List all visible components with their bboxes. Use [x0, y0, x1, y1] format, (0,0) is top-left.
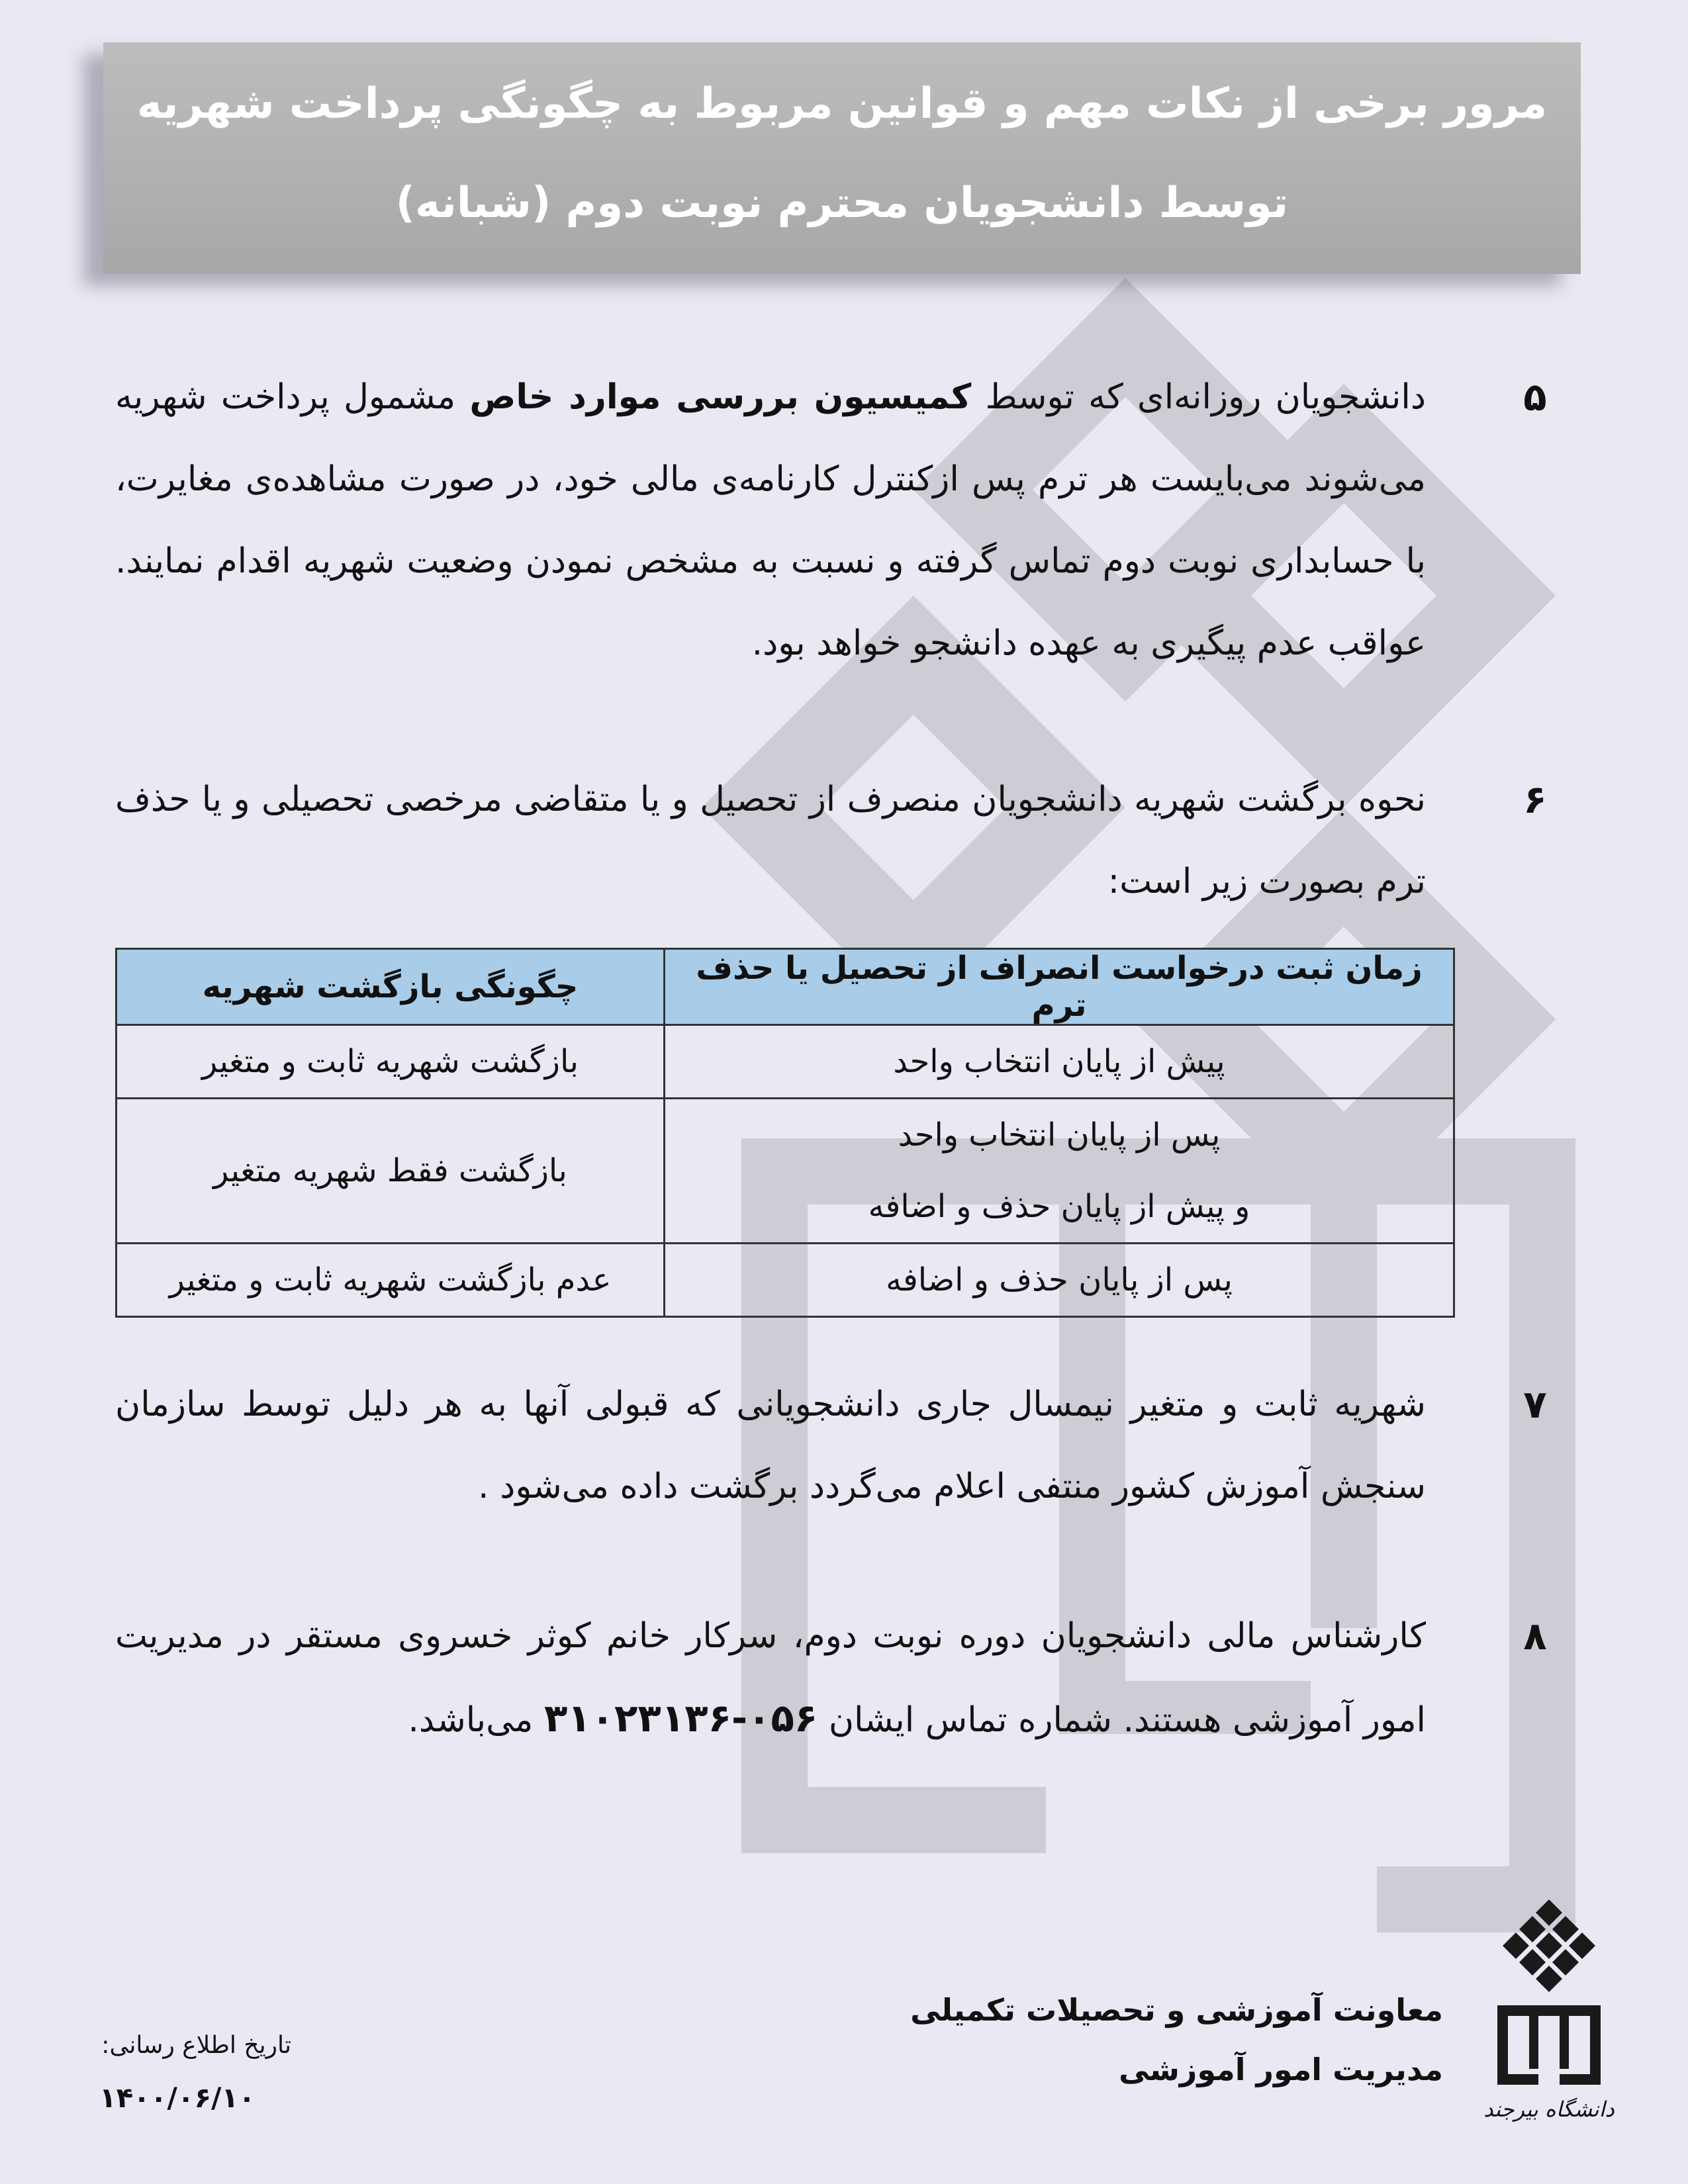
list-item-7 [115, 1363, 1571, 1535]
item-text: دانشجویان روزانه‌ای که توسط کمیسیون بررسی موارد خاص مشمول پرداخت شهریه می‌شوند می‌بایست هر ترم پس ازکنترل کارنامه‌ی مالی خود، در صورت مشاهده‌ی مغایرت، با حسابداری نوبت دوم تماس گرفته و نسبت به مشخص نمودن وضعیت شهریه اقدام نمایند. عواقب عدم پیگیری به عهده دانشجو خواهد بود. [115, 377, 1427, 663]
notice-date-label: تاریخ اطلاع رسانی: [101, 2032, 291, 2059]
university-logo-icon [1489, 1893, 1609, 2131]
column-header-time: زمان ثبت درخواست انصراف از تحصیل یا حذف ترم [665, 949, 1454, 1025]
list-item-6 [115, 758, 1571, 931]
logo-caption: دانشگاه بیرجند [1483, 2097, 1615, 2122]
column-header-refund: چگونگی بازگشت شهریه [117, 949, 665, 1025]
table-row [117, 1244, 1454, 1317]
title-line-1: مرور برخی از نکات مهم و قوانین مربوط به چگونگی پرداخت شهریه [136, 79, 1548, 128]
item-number: ۵ [1523, 375, 1547, 420]
refund-table [115, 948, 1455, 1318]
table-cell-refund: بازگشت شهریه ثابت و متغیر [117, 1025, 665, 1099]
table-cell-refund: عدم بازگشت شهریه ثابت و متغیر [117, 1244, 665, 1317]
table-header-row [117, 949, 1454, 1025]
item-text: شهریه ثابت و متغیر نیمسال جاری دانشجویانی که قبولی آنها به هر دلیل توسط سازمان سنجش آموزش کشور منتفی اعلام می‌گردد برگشت داده می‌شود . [115, 1385, 1426, 1506]
item-text: نحوه برگشت شهریه دانشجویان منصرف از تحصیل و یا متقاضی مرخصی تحصیلی و یا حذف ترم بصورت زیر است: [115, 780, 1426, 901]
list-item-5 [115, 356, 1571, 687]
notice-date: ۱۴۰۰/۰۶/۱۰ [99, 2081, 256, 2114]
item-number: ۷ [1523, 1382, 1547, 1427]
item-text: کارشناس مالی دانشجویان دوره نوبت دوم، سرکار خانم کوثر خسروی مستقر در مدیریت امور آموزشی هستند. شماره تماس ایشان ۰۵۶-۳۱۰۲۳۱۳۶ می‌باشد. [115, 1616, 1426, 1741]
commission-name: کمیسیون بررسی موارد خاص [469, 377, 972, 417]
table-row [117, 1099, 1454, 1244]
title-line-2: توسط دانشجویان محترم نوبت دوم (شبانه) [395, 179, 1289, 228]
table-cell-time: پس از پایان حذف و اضافه [665, 1244, 1454, 1317]
item-number: ۸ [1523, 1614, 1547, 1659]
table-cell-time: پس از پایان انتخاب واحد و پیش از پایان حذف و اضافه [665, 1099, 1454, 1244]
signature-office: مدیریت امور آموزشی [1119, 2052, 1443, 2087]
table-row [117, 1025, 1454, 1099]
list-item-8 [115, 1595, 1571, 1767]
item-number: ۶ [1523, 777, 1547, 822]
table-cell-time: پیش از پایان انتخاب واحد [665, 1025, 1454, 1099]
signature-department: معاونت آموزشی و تحصیلات تکمیلی [910, 1992, 1443, 2028]
title-banner [103, 42, 1581, 274]
table-cell-refund: بازگشت فقط شهریه متغیر [117, 1099, 665, 1244]
phone-number: ۰۵۶-۳۱۰۲۳۱۳۶ [543, 1696, 818, 1741]
